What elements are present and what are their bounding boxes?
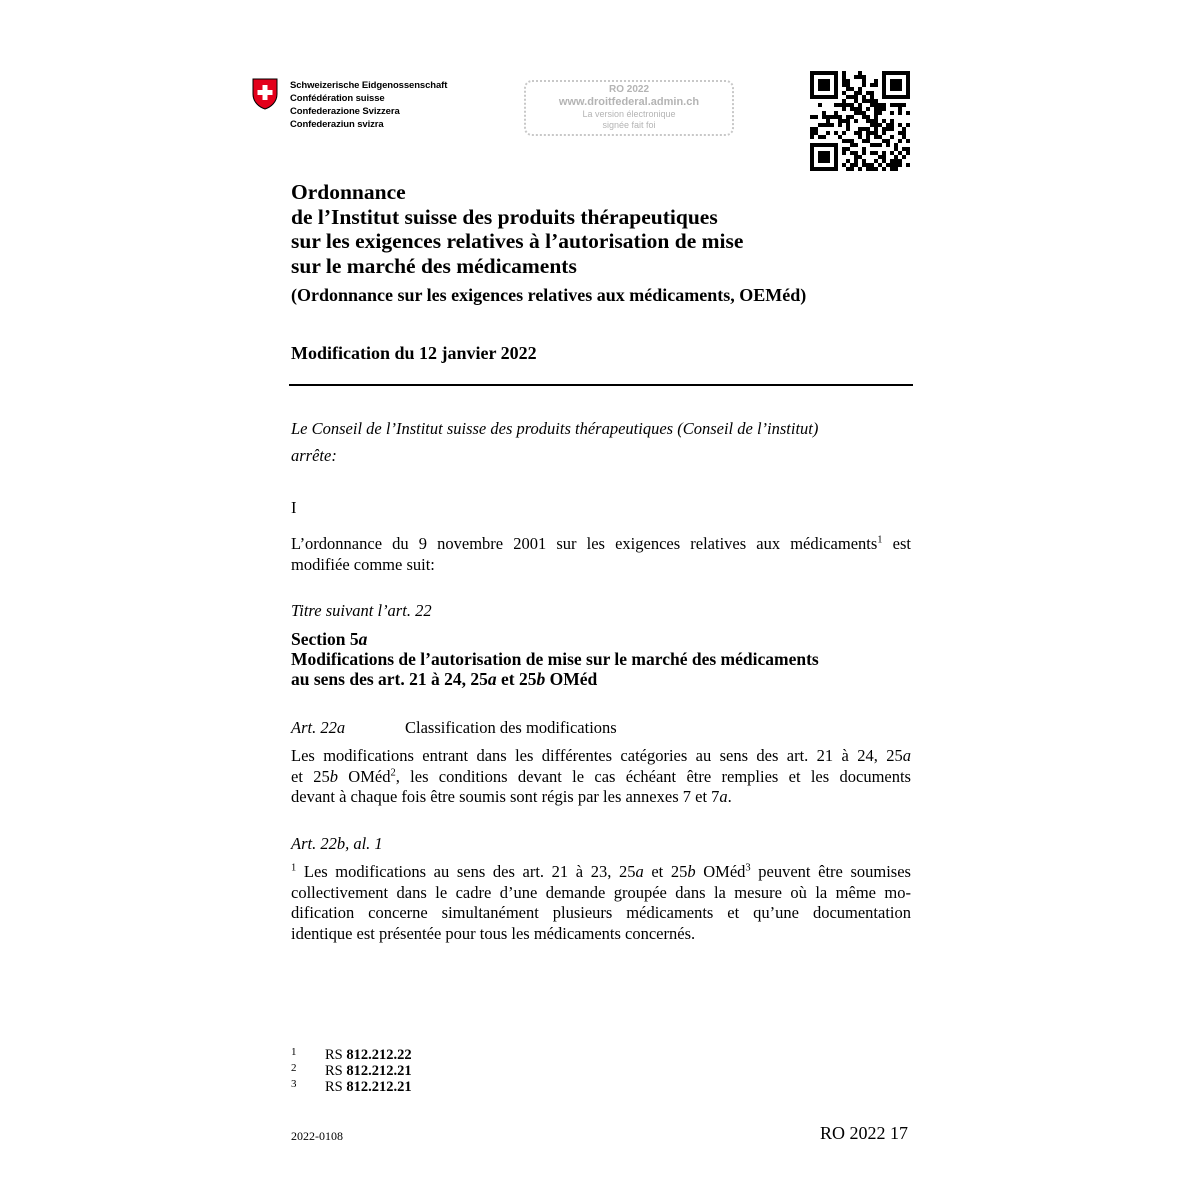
section-heading-text-d: b [536,669,546,689]
art22b-line-3: dification concerne simultanément plusieurs médicaments et qu’une documentation [291,903,911,922]
ordinance-short-title: (Ordonnance sur les exigences relatives aux médicaments, OEMéd) [291,285,807,305]
confederation-name-rm: Confederaziun svizra [290,119,384,130]
art22a-text-1b: a [902,746,911,765]
intro-paragraph [291,534,911,575]
footnote-reference [325,1047,412,1063]
footnote-number: 1 [291,1046,297,1058]
document-number: 2022-0108 [291,1129,343,1143]
preamble [291,415,911,469]
article-22b-label: Art. 22b, al. 1 [291,834,383,853]
section-heading-line-2: Modifications de l’autorisation de mise sur le marché des médicaments [291,649,819,669]
confederation-name-it: Confederazione Svizzera [290,106,400,117]
stamp-text-1: La version électronique [582,109,676,119]
footnote-prefix: RS [325,1079,347,1095]
article-22b-paragraph [291,862,911,944]
article-22a-paragraph [291,746,911,808]
art22a-text-2d: , les conditions devant le cas échéant être remplies et les documents [395,766,911,786]
footnote-ref-3: 3 [745,862,751,874]
section-number: I [291,498,297,517]
intro-line-2: modifiée comme suit: [291,554,435,574]
article-22a-label: Art. 22a [291,718,346,737]
title-line-3: sur les exigences relatives à l’autorisation de mise [291,229,744,253]
art22b-text-1c: et 25 [643,862,688,881]
art22b-text-1a: Les modifications au sens des art. 21 à 23, 25 [296,862,636,881]
stamp-url: www.droitfederal.admin.ch [558,96,700,108]
section-number-suffix: a [358,629,368,649]
art22a-text-3c: . [727,787,732,806]
preamble-line-1: Le Conseil de l’Institut suisse des produits thérapeutiques (Conseil de l’institut) [291,419,819,438]
footnote-reference [325,1079,412,1095]
art22a-text-1a: Les modifications entrant dans les différentes catégories au sens des art. 21 à 24, 25 [291,746,903,765]
art22a-text-3a: devant à chaque fois être soumis sont régis par les annexes 7 et 7 [291,787,720,806]
title-line-2: de l’Institut suisse des produits thérapeutiques [291,204,718,229]
section-heading-text-c: et 25 [496,669,537,689]
art22b-text-1b: a [635,862,644,881]
art22a-text-3b: a [719,787,728,806]
intro-text: L’ordonnance du 9 novembre 2001 sur les exigences relatives aux médicaments [291,534,878,553]
art22b-line-2: collectivement dans le cadre d’une demande groupée dans la mesure où la même mo- [291,882,911,902]
stamp-text-2: signée fait foi [602,120,656,130]
stamp-ro: RO 2022 [608,84,650,95]
ro-page-reference: RO 2022 17 [820,1123,909,1143]
title-divider [289,384,913,386]
electronic-version-stamp [524,80,734,136]
art22a-text-2c: OMéd [337,766,391,786]
footnote-ref-2: 2 [390,767,396,778]
title-line-1: Ordonnance [291,180,406,204]
footnote-number: 2 [291,1062,297,1074]
section-heading-line-3 [291,669,819,689]
section-heading-text-e: OMéd [545,669,598,689]
title-line-4: sur le marché des médicaments [291,253,577,278]
art22b-text-1e: OMéd [695,862,746,881]
modification-date: Modification du 12 janvier 2022 [291,343,537,363]
swiss-coat-of-arms-icon [252,78,278,110]
confederation-name-fr: Confédération suisse [290,93,385,104]
section-number-text: Section 5 [291,629,359,649]
footnote-rs-number: 812.212.22 [346,1047,412,1063]
art22a-text-2b: b [329,766,338,786]
art22b-text-1d: b [687,862,696,881]
confederation-names [290,79,447,131]
footnote-prefix: RS [325,1063,347,1079]
footnote-rs-number: 812.212.21 [346,1079,412,1095]
footnote-reference [325,1063,412,1079]
preamble-line-2: arrête: [291,446,337,465]
qr-code-icon [810,71,910,171]
intro-text-end: est [882,534,911,553]
footnote-prefix: RS [325,1047,347,1063]
title-after-art-22: Titre suivant l’art. 22 [291,601,432,620]
ordinance-title [291,180,743,278]
footnote-rs-number: 812.212.21 [346,1063,412,1079]
art22a-text-2a: et 25 [291,766,330,786]
art22b-text-1f: peuvent être soumises [750,862,911,881]
section-heading-text-b: a [487,669,497,689]
section-heading [291,629,819,689]
footnote-ref-1: 1 [877,534,883,546]
paragraph-number: 1 [291,862,297,874]
article-22a-title: Classification des modifications [405,718,617,737]
section-heading-text-a: au sens des art. 21 à 24, 25 [291,669,488,689]
art22b-line-4: identique est présentée pour tous les médicaments concernés. [291,923,696,943]
confederation-name-de: Schweizerische Eidgenossenschaft [290,80,448,91]
footnote-number: 3 [291,1078,297,1090]
section-heading-line-1 [291,629,819,649]
